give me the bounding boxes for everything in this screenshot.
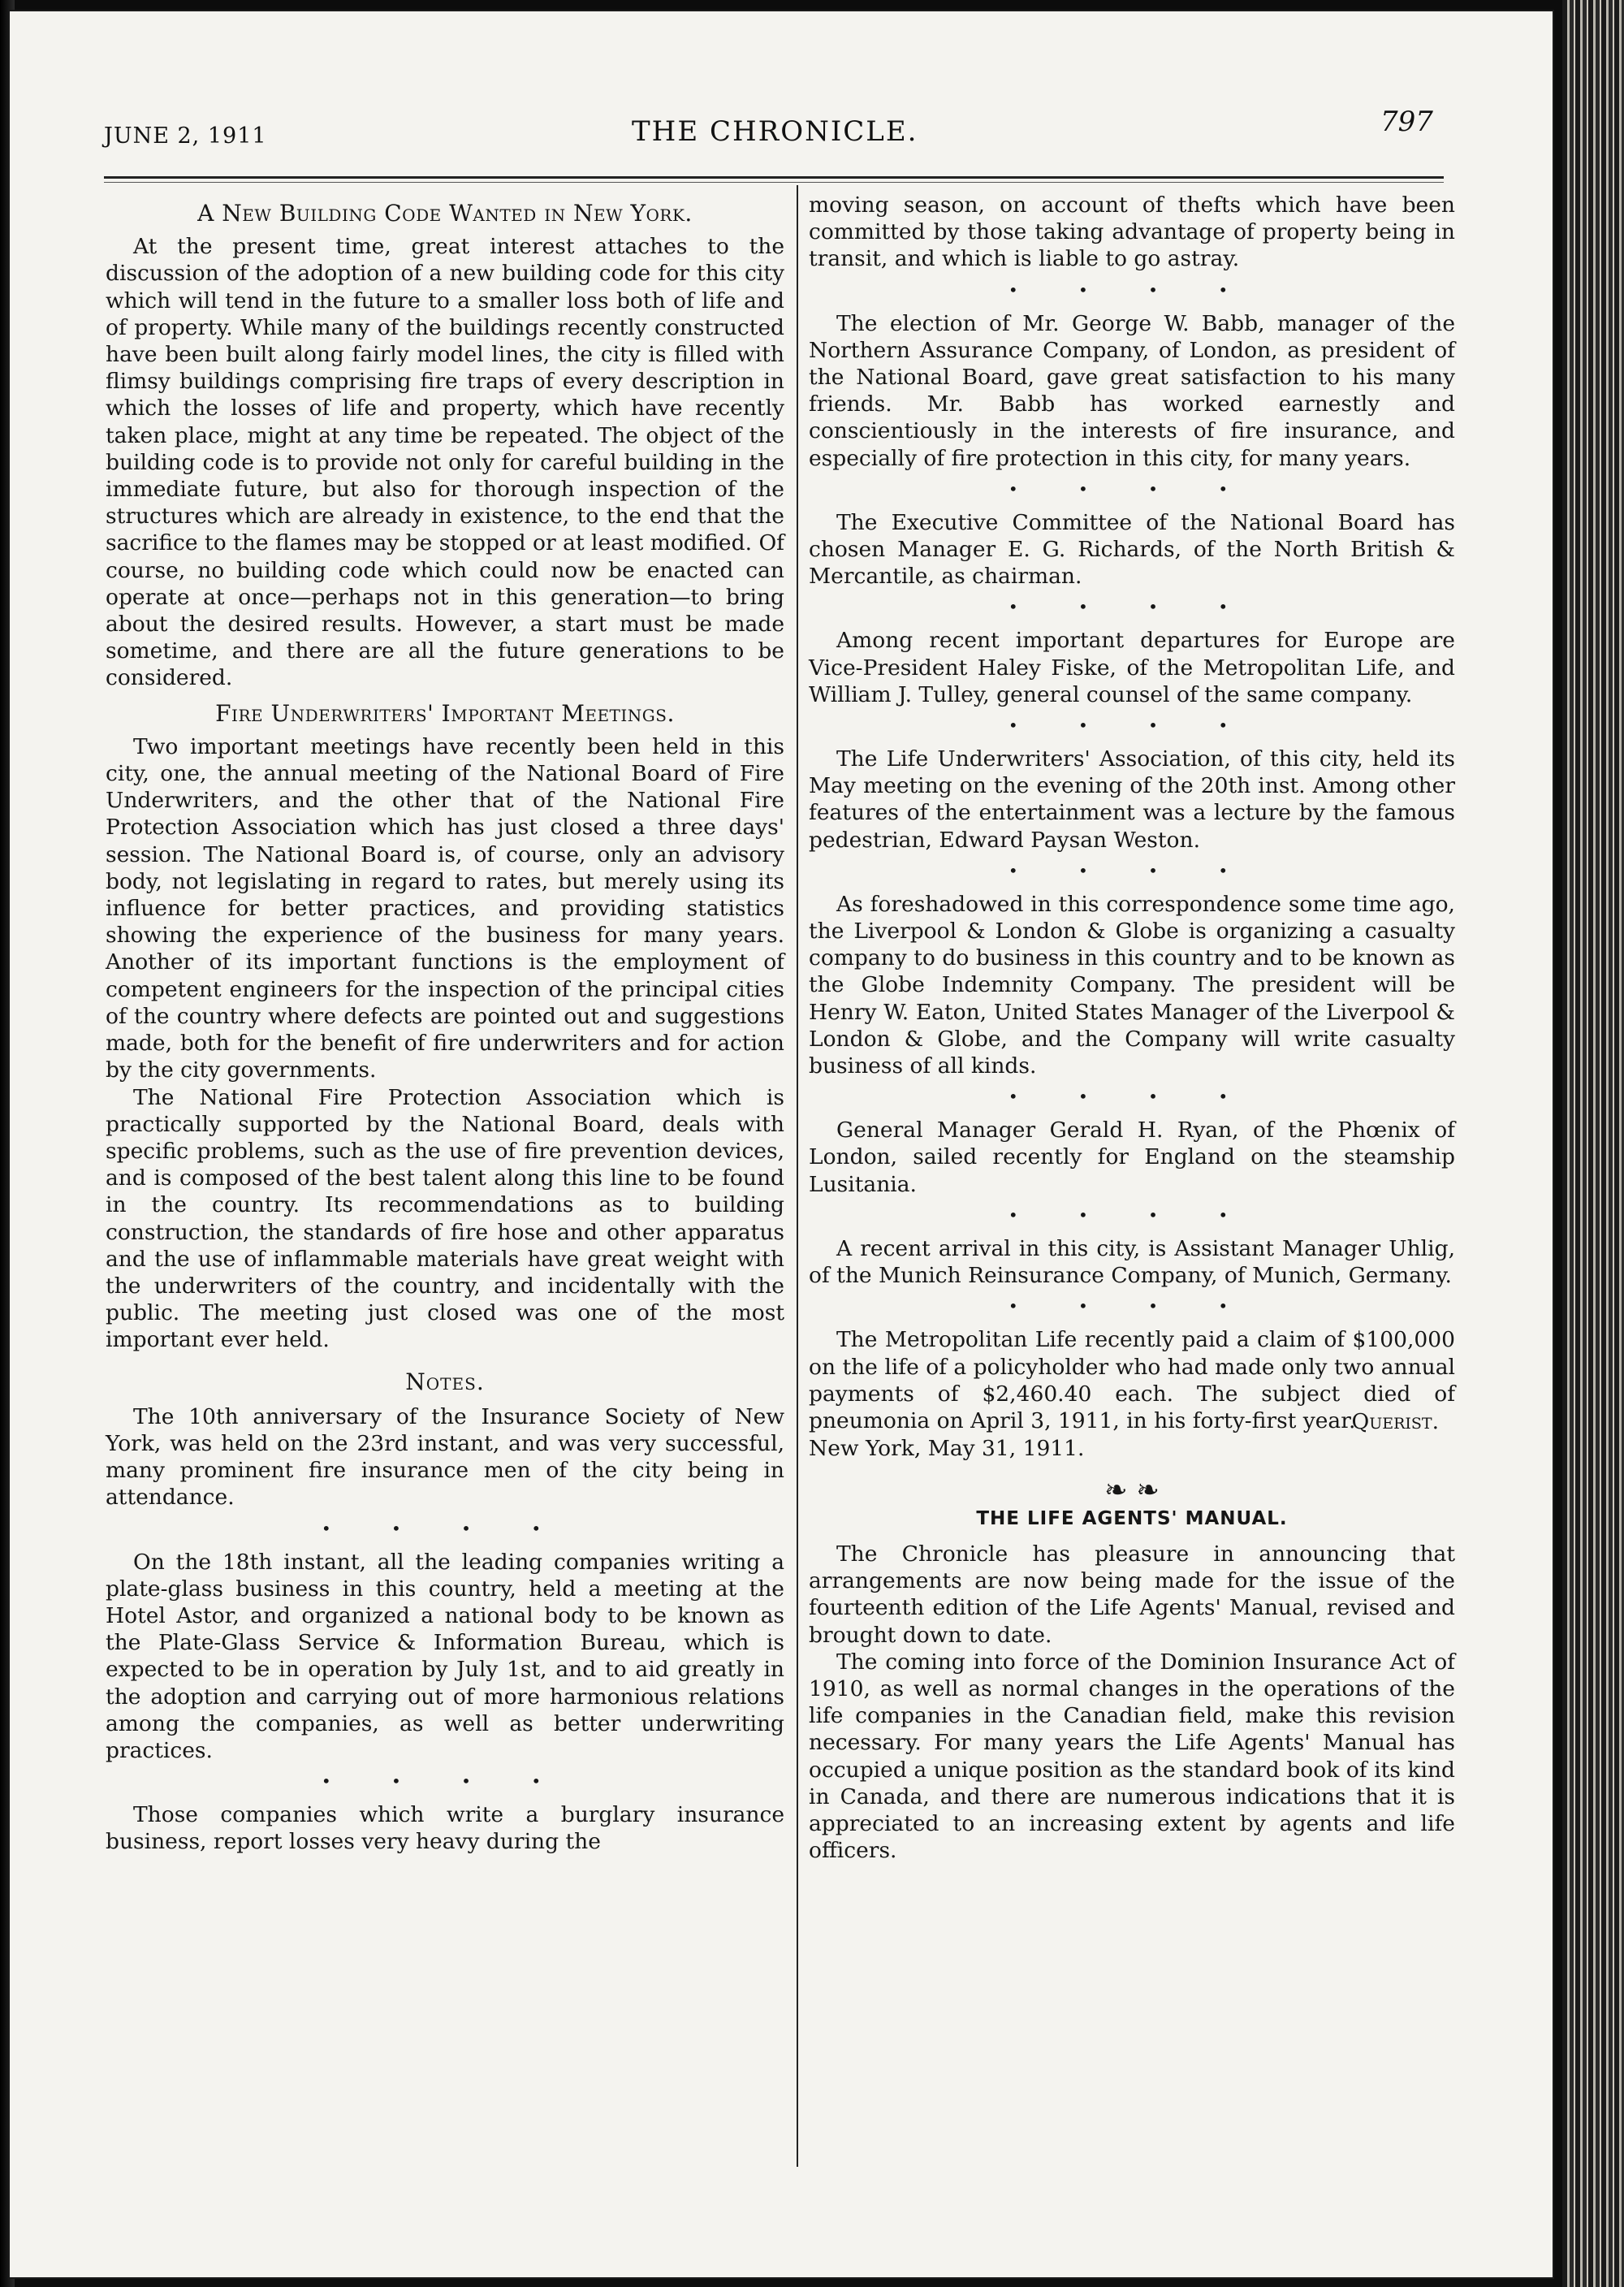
author-signature: Querist. <box>1351 1409 1439 1435</box>
page-header <box>104 101 1444 174</box>
section-separator: • • • • <box>321 1771 569 1792</box>
section-separator: • • • • <box>1008 1296 1256 1316</box>
building-code-heading: A New Building Code Wanted in New York. <box>197 200 693 227</box>
section-separator: • • • • <box>1008 597 1256 617</box>
ryan-note: General Manager Gerald H. Ryan, of the Phœnix of London, sailed recently for England on the steamship Lusitania. <box>809 1118 1455 1197</box>
page-number: 797 <box>1380 106 1433 138</box>
metropolitan-note: The Metropolitan Life recently paid a claim of $100,000 on the life of a policyholder who had made only two annual payments of $2,460.40 each. The subject died of pneumonia on April 3, 1911, in his forty-first year. <box>809 1327 1455 1433</box>
life-underwriters-note: The Life Underwriters' Association, of this city, held its May meeting on the evening of the 20th inst. Among other features of the entertainment was a lecture by the famous pedestrian, Edward Paysan Weston. <box>809 746 1455 853</box>
issue-date: JUNE 2, 1911 <box>104 123 267 149</box>
life-agents-manual-heading: THE LIFE AGENTS' MANUAL. <box>976 1507 1288 1529</box>
anniversary-note: The 10th anniversary of the Insurance Society of New York, was held on the 23rd instant, and was very successful, many prominent fire insurance men of the city being in attendance. <box>106 1403 784 1511</box>
plate-glass-note: On the 18th instant, all the leading companies writing a plate-glass business in this country, held a meeting at the Hotel Astor, and organized a national body to be known as the Plate-Glass Service & Information Bureau, which is expected to be in operation by July 1st, and to aid greatly in the adoption and carrying out of more harmonious relations among the companies, as well as better underwriting practices. <box>106 1549 784 1763</box>
section-separator: • • • • <box>1008 860 1256 880</box>
dateline: New York, May 31, 1911. <box>809 1436 1085 1462</box>
executive-committee-note: The Executive Committee of the National Board has chosen Manager E. G. Richards, of the North British & Mercantile, as chairman. <box>809 509 1455 590</box>
fire-underwriters-paragraph-2: The National Fire Protection Association which is practically supported by the National Board, deals with specific problems, such as the use of fire prevention devices, and is composed of the best talent along this line to be found in the country. Its recommendations as to building construction, the standards of fire hose and other apparatus and the use of inflammable materials have great weight with the underwriters of the country, and incidentally with the public. The meeting just closed was one of the most important ever held. <box>106 1084 784 1353</box>
babb-note: The election of Mr. George W. Babb, manager of the Northern Assurance Company, of London, as president of the National Board, gave great satisfaction to his many friends. Mr. Babb has worked earnestly and conscientiously in the interests of fire insurance, and especially of fire protection in this city, for many years. <box>809 310 1455 471</box>
column-divider <box>797 185 798 2167</box>
right-column <box>809 192 1455 1864</box>
section-separator: • • • • <box>1008 279 1256 300</box>
liverpool-globe-note: As foreshadowed in this correspondence some time ago, the Liverpool & London & Globe is organizing a casualty company to do business in this country and to be known as the Globe Indemnity Company. The president will be Henry W. Eaton, United States Manager of the Liverpool & London & Globe, and the Company will write casualty business of all kinds. <box>809 891 1455 1079</box>
manual-paragraph-1: The Chronicle has pleasure in announcing that arrangements are now being made for the issue of the fourteenth edition of the Life Agents' Manual, revised and brought down to date. <box>809 1541 1455 1648</box>
section-separator: • • • • <box>1008 1087 1256 1107</box>
departures-note: Among recent important departures for Europe are Vice-President Haley Fiske, of the Metropolitan Life, and William J. Tulley, general counsel of the same company. <box>809 628 1455 707</box>
uhlig-note: A recent arrival in this city, is Assistant Manager Uhlig, of the Munich Reinsurance Company, of Munich, Germany. <box>809 1235 1455 1289</box>
fire-underwriters-paragraph-1: Two important meetings have recently been held in this city, one, the annual meeting of the National Board of Fire Underwriters, and the other that of the National Fire Protection Association which has just closed a three days' session. The National Board is, of course, only an advisory body, not legislating in regard to rates, but merely using its influence for better practices, and providing statistics showing the experience of the business for many years. Another of its important functions is the employment of competent engineers for the inspection of the principal cities of the country where defects are pointed out and suggestions made, both for the benefit of fire underwriters and for action by the city governments. <box>106 733 784 1083</box>
header-rule-thin <box>104 182 1444 183</box>
building-code-paragraph: At the present time, great interest attaches to the discussion of the adoption of a new building code for this city which will tend in the future to a smaller loss both of life and of property. While many of the buildings recently constructed have been built along fairly model lines, the city is filled with flimsy buildings comprising fire traps of every description in which the losses of life and property, which have recently taken place, might at any time be repeated. The object of the building code is to provide not only for careful building in the immediate future, but also for thorough inspection of the structures which are already in existence, to the end that the sacrifice to the flames may be stopped or at least modified. Of course, no building code which could now be enacted can operate at once—perhaps not in this generation—to bring about the desired results. However, a start must be made sometime, and there are all the future generations to be considered. <box>106 234 784 691</box>
section-separator: • • • • <box>1008 715 1256 736</box>
header-rule <box>104 176 1444 179</box>
fire-underwriters-heading: Fire Underwriters' Important Meetings. <box>215 699 675 727</box>
fleuron-ornament: ❧ ❧ <box>1104 1473 1160 1507</box>
section-separator: • • • • <box>1008 478 1256 499</box>
section-separator: • • • • <box>321 1518 569 1538</box>
book-spine <box>1562 0 1624 2287</box>
publication-title: THE CHRONICLE. <box>632 115 918 148</box>
left-column <box>106 192 784 1856</box>
burglary-note-start: Those companies which write a burglary insurance business, report losses very heavy during the <box>106 1802 784 1855</box>
manual-paragraph-2: The coming into force of the Dominion Insurance Act of 1910, as well as normal changes in the operations of the life companies in the Canadian field, make this revision necessary. For many years the Life Agents' Manual has occupied a unique position as the standard book of its kind in Canada, and there are numerous indications that it is appreciated to an increasing extent by agents and life officers. <box>809 1649 1455 1864</box>
section-separator: • • • • <box>1008 1204 1256 1225</box>
notes-heading: Notes. <box>405 1368 485 1395</box>
burglary-note-end: moving season, on account of thefts which have been committed by those taking advantage of property being in transit, and which is liable to go astray. <box>809 192 1455 272</box>
